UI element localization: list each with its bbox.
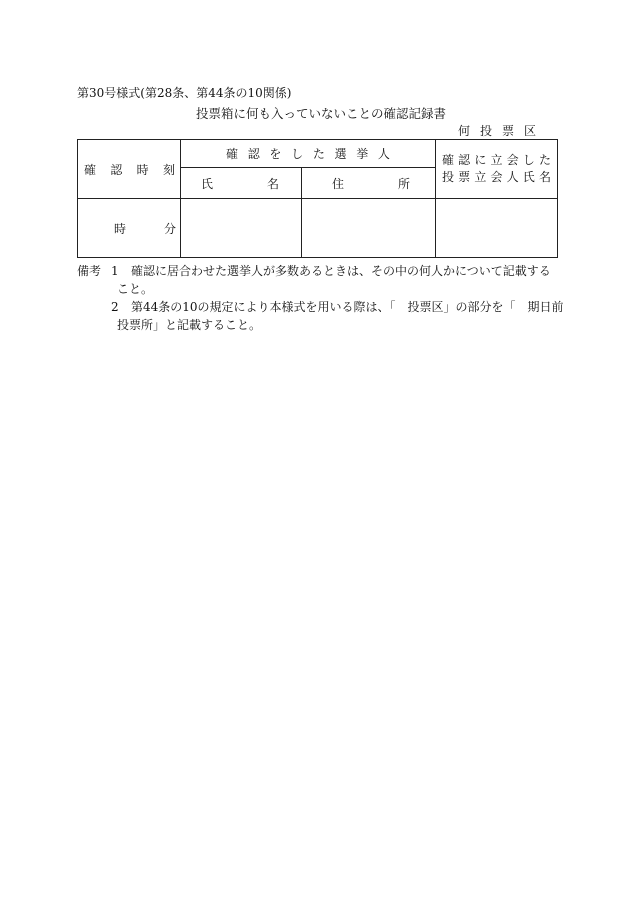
note-number: 1 bbox=[111, 264, 119, 278]
witness-name-entry-cell[interactable] bbox=[436, 199, 558, 258]
remarks-label: 備考 bbox=[77, 264, 102, 278]
witness-name-header: 確 認 に 立 会 し た 投 票 立 会 人 氏 名 bbox=[436, 140, 558, 199]
voter-name-entry-cell[interactable] bbox=[181, 199, 302, 258]
voter-address-entry-cell[interactable] bbox=[302, 199, 436, 258]
note-text: 確認に居合わせた選挙人が多数あるときは、その中の何人かについて記載する bbox=[131, 264, 551, 278]
address-column-header: 住 所 bbox=[302, 168, 436, 199]
name-column-header: 氏 名 bbox=[181, 168, 302, 199]
note-text-continued: こと。 bbox=[117, 282, 154, 296]
confirmation-time-header: 確 認 時 刻 bbox=[78, 140, 181, 199]
polling-district-label: 何投票区 bbox=[458, 124, 547, 138]
note-item bbox=[77, 298, 564, 316]
note-number: 2 bbox=[111, 300, 119, 314]
hour-label: 時 bbox=[114, 221, 127, 236]
document-title: 投票箱に何も入っていないことの確認記録書 bbox=[196, 106, 447, 121]
note-item bbox=[77, 262, 557, 280]
time-entry-cell[interactable] bbox=[78, 199, 181, 258]
form-number: 第30号様式(第28条、第44条の10関係) bbox=[77, 86, 292, 100]
confirming-voters-header: 確 認 を し た 選 挙 人 bbox=[181, 140, 436, 168]
note-text-continued: 投票所」と記載すること。 bbox=[117, 318, 262, 332]
minute-label: 分 bbox=[163, 221, 176, 236]
note-text: 第44条の10の規定により本様式を用いる際は、「 投票区」の部分を「 期日前 bbox=[131, 300, 564, 314]
confirmation-record-table bbox=[77, 139, 558, 258]
remarks-section bbox=[77, 262, 564, 334]
